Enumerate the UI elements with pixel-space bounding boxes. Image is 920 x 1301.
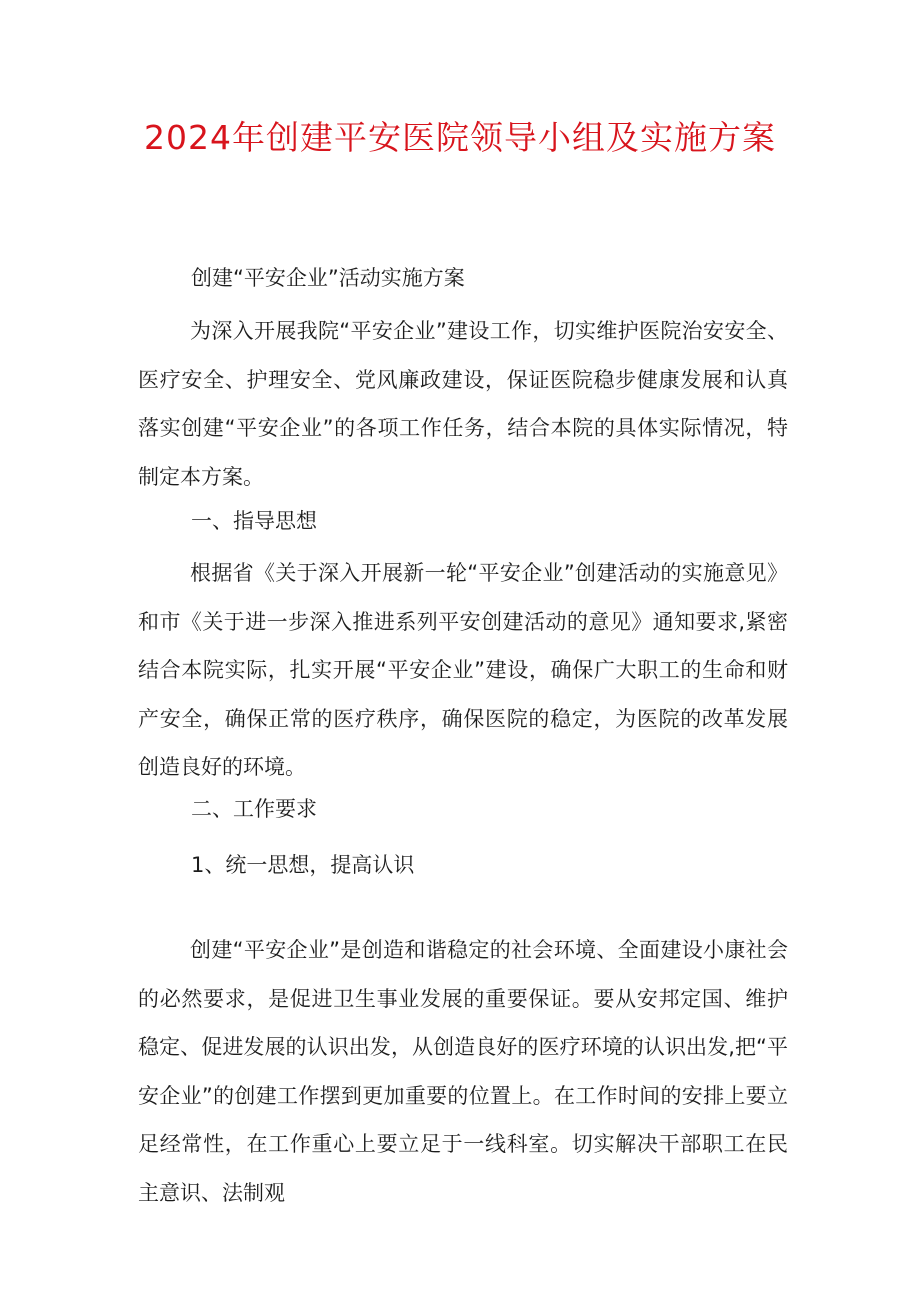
item-heading-unify-thinking: 1、统一思想，提高认识 [191, 853, 415, 877]
intro-paragraph: 为深入开展我院“平安企业”建设工作，切实维护医院治安安全、医疗安全、护理安全、党风廉政建设，保证医院稳步健康发展和认真落实创建“平安企业”的各项工作任务，结合本院的具体实际情况，特制定本方案。 [138, 319, 788, 489]
document-title: 2024年创建平安医院领导小组及实施方案 [144, 118, 776, 157]
section-heading-guiding-thought: 一、指导思想 [191, 509, 317, 533]
section-heading-work-requirements: 二、工作要求 [191, 797, 317, 821]
subtitle: 创建“平安企业”活动实施方案 [191, 266, 465, 290]
unify-thinking-paragraph: 创建“平安企业”是创造和谐稳定的社会环境、全面建设小康社会的必然要求，是促进卫生事业发展的重要保证。要从安邦定国、维护稳定、促进发展的认识出发，从创造良好的医疗环境的认识出发,把“平安企业”的创建工作摆到更加重要的位置上。在工作时间的安排上要立足经常性，在工作重心上要立足于一线科室。切实解决干部职工在民主意识、法制观 [138, 938, 788, 1205]
guiding-thought-paragraph: 根据省《关于深入开展新一轮“平安企业”创建活动的实施意见》和市《关于进一步深入推进系列平安创建活动的意见》通知要求,紧密结合本院实际，扎实开展“平安企业”建设，确保广大职工的生命和财产安全，确保正常的医疗秩序，确保医院的稳定，为医院的改革发展创造良好的环境。 [138, 561, 788, 779]
